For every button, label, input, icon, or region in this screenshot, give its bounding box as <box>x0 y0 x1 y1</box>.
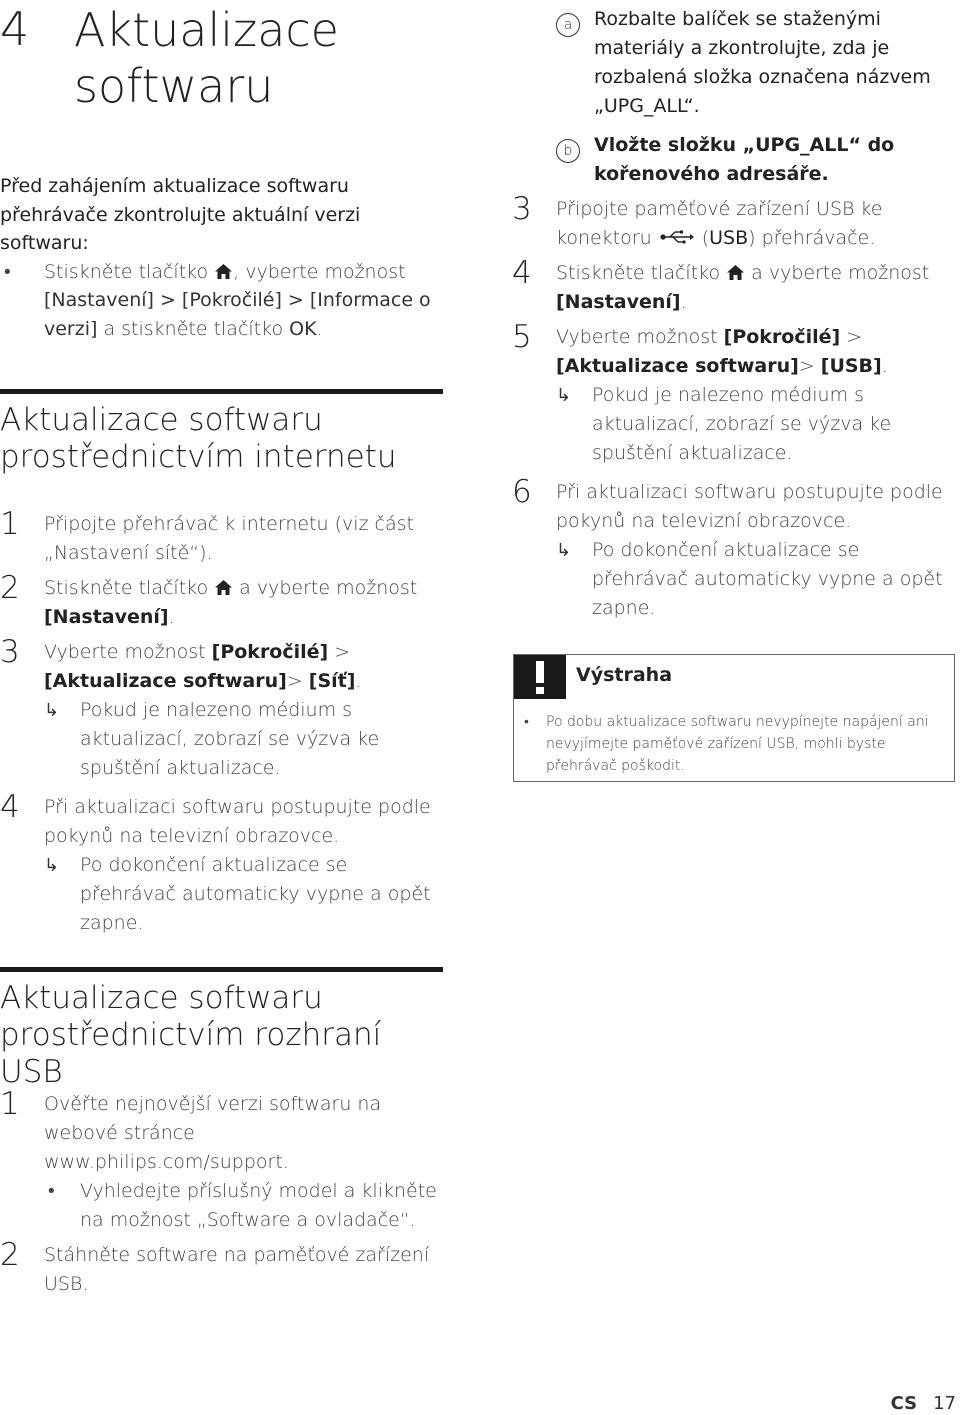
result-arrow-icon: ↳ <box>44 700 60 721</box>
result-note: ↳ Pokud je nalezeno médium s aktualizací, zobrazí se výzva ke spuštění aktualizace. <box>556 381 958 468</box>
usb-steps-left <box>0 1086 445 1305</box>
chapter-heading <box>0 0 445 120</box>
usb-steps-right <box>512 5 958 629</box>
warning-title: Výstraha <box>576 664 673 686</box>
intro-bullet: • Stiskněte tlačítko , vyberte možnost [Nastavení] > [Pokročilé] > [Informace o verzi] a stiskněte tlačítko OK. <box>0 258 440 344</box>
usb-step-4: 4 Stiskněte tlačítko a vyberte možnost [Nastavení]. <box>512 255 930 313</box>
result-arrow-icon: ↳ <box>44 855 60 876</box>
result-arrow-icon: ↳ <box>556 385 572 406</box>
intro-text: Před zahájením aktualizace softwaru přehrávače zkontrolujte aktuální verzi softwaru: <box>0 175 361 254</box>
intro-block <box>0 172 440 343</box>
sub-bullet: • Vyhledejte příslušný model a klikněte na možnost „Software a ovladače“. <box>44 1177 445 1235</box>
usb-step-5: 5 Vyberte možnost [Pokročilé] > [Aktualizace softwaru]> [USB]. ↳ Pokud je nalezeno médium s aktualizací, zobrazí se výzva ke spuštění aktualizace. <box>512 323 958 468</box>
result-note: ↳ Pokud je nalezeno médium s aktualizací, zobrazí se výzva ke spuštění aktualizace. <box>44 696 445 783</box>
section-rule-usb <box>0 967 443 972</box>
usb-substep-a: a Rozbalte balíček se staženými materiály a zkontrolujte, zda je rozbalená složka označena názvem „UPG_ALL“. <box>512 5 958 121</box>
home-icon <box>215 264 232 279</box>
usb-step-3: 3 Připojte paměťové zařízení USB ke konektoru (USB) přehrávače. <box>512 191 883 249</box>
chapter-title: Aktualizace softwaru <box>74 3 339 113</box>
page-number: 17 <box>933 1393 956 1414</box>
warning-icon <box>514 655 566 699</box>
result-note: ↳ Po dokončení aktualizace se přehrávač automaticky vypne a opět zapne. <box>556 536 958 623</box>
language-code: CS <box>890 1393 918 1414</box>
usb-step-1: 1 Ověřte nejnovější verzi softwaru na webové stránce www.philips.com/support. • Vyhledejte příslušný model a klikněte na možnost „Software a ovladače“. <box>0 1090 445 1235</box>
usb-substep-b: b Vložte složku „UPG_ALL“ do kořenového adresáře. <box>512 131 958 189</box>
bullet-dot: • <box>524 714 529 730</box>
usb-icon <box>660 230 694 244</box>
warning-box <box>513 654 955 782</box>
bullet-dot: • <box>48 1180 55 1202</box>
usb-step-2: 2 Stáhněte software na paměťové zařízení USB. <box>0 1237 430 1295</box>
circled-letter: b <box>556 139 580 163</box>
home-icon <box>727 265 744 280</box>
internet-step-3: 3 Vyberte možnost [Pokročilé] > [Aktualizace softwaru]> [Síť]. ↳ Pokud je nalezeno médium s aktualizací, zobrazí se výzva ke spuštění aktualizace. <box>0 638 445 783</box>
section-rule-internet <box>0 389 443 394</box>
section-title-internet: Aktualizace softwaru prostřednictvím internetu <box>0 402 397 475</box>
internet-step-4: 4 Při aktualizaci softwaru postupujte podle pokynů na televizní obrazovce. ↳ Po dokončení aktualizace se přehrávač automaticky vypne a opět zapne. <box>0 793 445 938</box>
internet-step-2: 2 Stiskněte tlačítko a vyberte možnost [Nastavení]. <box>0 570 418 628</box>
result-arrow-icon: ↳ <box>556 540 572 561</box>
bullet-dot: • <box>4 260 11 283</box>
internet-step-1: 1 Připojte přehrávač k internetu (viz část „Nastavení sítě“). <box>0 506 414 564</box>
warning-header <box>514 655 954 699</box>
circled-letter: a <box>556 13 580 37</box>
result-note: ↳ Po dokončení aktualizace se přehrávač automaticky vypne a opět zapne. <box>44 851 445 938</box>
page-footer <box>891 1393 956 1414</box>
warning-body: • Po dobu aktualizace softwaru nevypínejte napájení ani nevyjímejte paměťové zařízení USB, mohli byste přehrávač poškodit. <box>524 711 944 777</box>
internet-steps <box>0 506 445 944</box>
home-icon <box>215 580 232 595</box>
chapter-number: 4 <box>0 2 30 56</box>
usb-step-6: 6 Při aktualizaci softwaru postupujte podle pokynů na televizní obrazovce. ↳ Po dokončení aktualizace se přehrávač automaticky vypne a opět zapne. <box>512 478 958 623</box>
section-title-usb: Aktualizace softwaru prostřednictvím rozhraní USB <box>0 980 382 1090</box>
